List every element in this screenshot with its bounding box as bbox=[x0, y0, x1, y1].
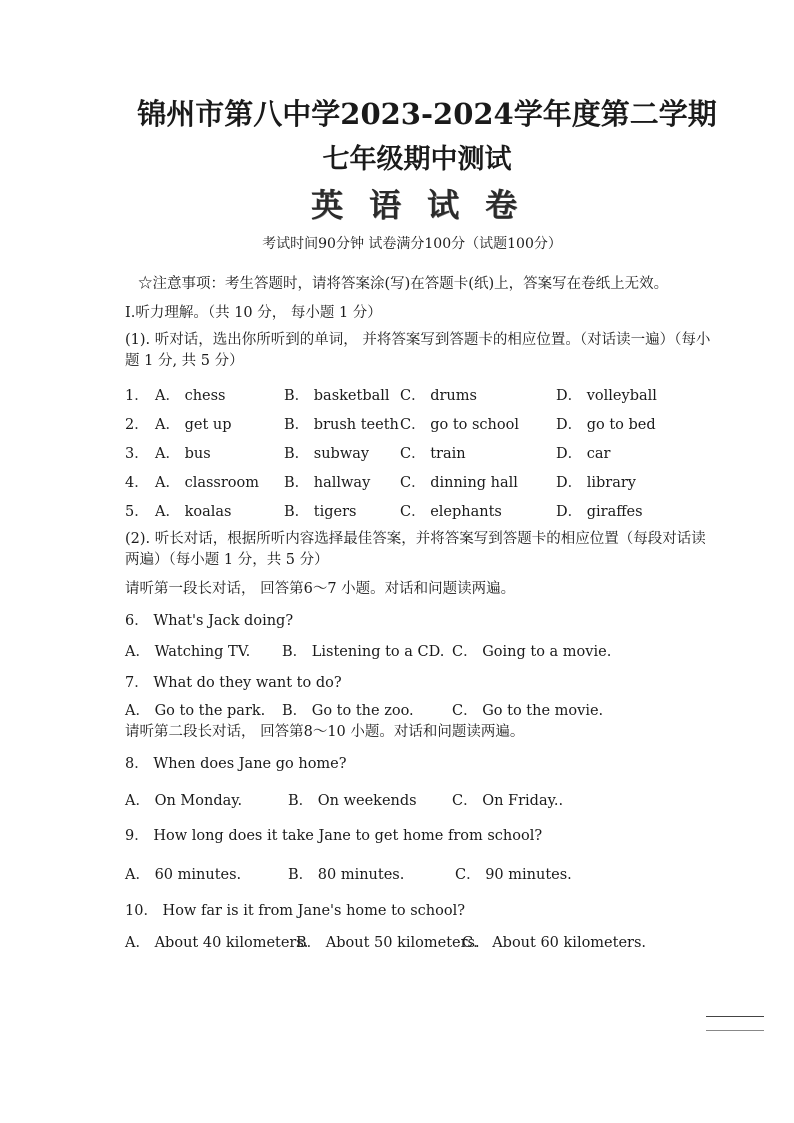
option-d: D． car bbox=[556, 446, 611, 462]
q8-option-c: C． On Friday.. bbox=[452, 793, 564, 809]
option-b: B． hallway bbox=[284, 475, 371, 491]
option-b: B． basketball bbox=[284, 388, 390, 404]
option-c: C． elephants bbox=[400, 504, 502, 520]
option-a: A． chess bbox=[155, 388, 226, 404]
option-d: D． go to bed bbox=[556, 417, 656, 433]
option-a: A． classroom bbox=[155, 475, 260, 491]
question-10: 10． How far is it from Jane's home to school? bbox=[125, 903, 466, 919]
question-number: 1． bbox=[125, 388, 149, 404]
question-number: 4． bbox=[125, 475, 149, 491]
option-c: C． drums bbox=[400, 388, 477, 404]
option-d: D． giraffes bbox=[556, 504, 643, 520]
exam-title: 七年级期中测试 bbox=[322, 144, 512, 175]
q7-option-b: B． Go to the zoo. bbox=[282, 703, 414, 719]
q9-option-b: B． 80 minutes. bbox=[288, 867, 405, 883]
option-b: B． subway bbox=[284, 446, 370, 462]
q8-option-a: A． On Monday. bbox=[125, 793, 243, 809]
question-7: 7． What do they want to do? bbox=[125, 675, 342, 691]
option-b: B． tigers bbox=[284, 504, 357, 520]
footer-rule-secondary bbox=[706, 1030, 764, 1031]
q10-option-a: A． About 40 kilometers. bbox=[125, 935, 309, 951]
question-number: 3． bbox=[125, 446, 149, 462]
option-a: A． bus bbox=[155, 446, 211, 462]
section-heading: I.听力理解。（共 10 分， 每小题 1 分） bbox=[125, 305, 382, 321]
option-a: A． koalas bbox=[155, 504, 232, 520]
q10-option-c: C． About 60 kilometers. bbox=[462, 935, 647, 951]
question-number: 2． bbox=[125, 417, 149, 433]
q9-option-c: C． 90 minutes. bbox=[455, 867, 572, 883]
q10-option-b: B． About 50 kilometers. bbox=[296, 935, 480, 951]
question-8: 8． When does Jane go home? bbox=[125, 756, 347, 772]
q8-option-b: B． On weekends bbox=[288, 793, 417, 809]
question-number: 5． bbox=[125, 504, 149, 520]
part1-instruction: (1). 听对话，选出你所听到的单词， 并将答案写到答题卡的相应位置。（对话读一遍）（每小题 1 分, 共 5 分） bbox=[125, 332, 711, 369]
q7-option-c: C． Go to the movie. bbox=[452, 703, 604, 719]
footer-rule bbox=[706, 1016, 764, 1017]
subject-title: 英语试卷 bbox=[310, 186, 543, 224]
q6-option-a: A． Watching TV. bbox=[125, 644, 251, 660]
q9-option-a: A． 60 minutes. bbox=[125, 867, 242, 883]
option-c: C． go to school bbox=[400, 417, 519, 433]
dialogue1-intro: 请听第一段长对话， 回答第6～7 小题。对话和问题读两遍。 bbox=[125, 581, 516, 597]
q6-option-c: C． Going to a movie. bbox=[452, 644, 612, 660]
option-d: D． volleyball bbox=[556, 388, 657, 404]
notice: ☆注意事项：考生答题时，请将答案涂(写)在答题卡(纸)上，答案写在卷纸上无效。 bbox=[138, 276, 669, 292]
part2-instruction: (2). 听长对话，根据所听内容选择最佳答案，并将答案写到答题卡的相应位置（每段对话读两遍）（每小题 1 分，共 5 分） bbox=[125, 531, 706, 568]
option-a: A． get up bbox=[155, 417, 232, 433]
q6-option-b: B． Listening to a CD. bbox=[282, 644, 445, 660]
question-9: 9． How long does it take Jane to get home from school? bbox=[125, 828, 543, 844]
option-c: C． dinning hall bbox=[400, 475, 518, 491]
option-b: B． brush teeth bbox=[284, 417, 399, 433]
q7-option-a: A． Go to the park. bbox=[125, 703, 266, 719]
option-c: C． train bbox=[400, 446, 466, 462]
question-6: 6． What's Jack doing? bbox=[125, 613, 294, 629]
school-title: 锦州市第八中学2023-2024学年度第二学期 bbox=[137, 97, 717, 131]
option-d: D． library bbox=[556, 475, 636, 491]
dialogue2-intro: 请听第二段长对话， 回答第8～10 小题。对话和问题读两遍。 bbox=[125, 724, 525, 740]
exam-info: 考试时间90分钟 试卷满分100分（试题100分） bbox=[262, 236, 562, 252]
